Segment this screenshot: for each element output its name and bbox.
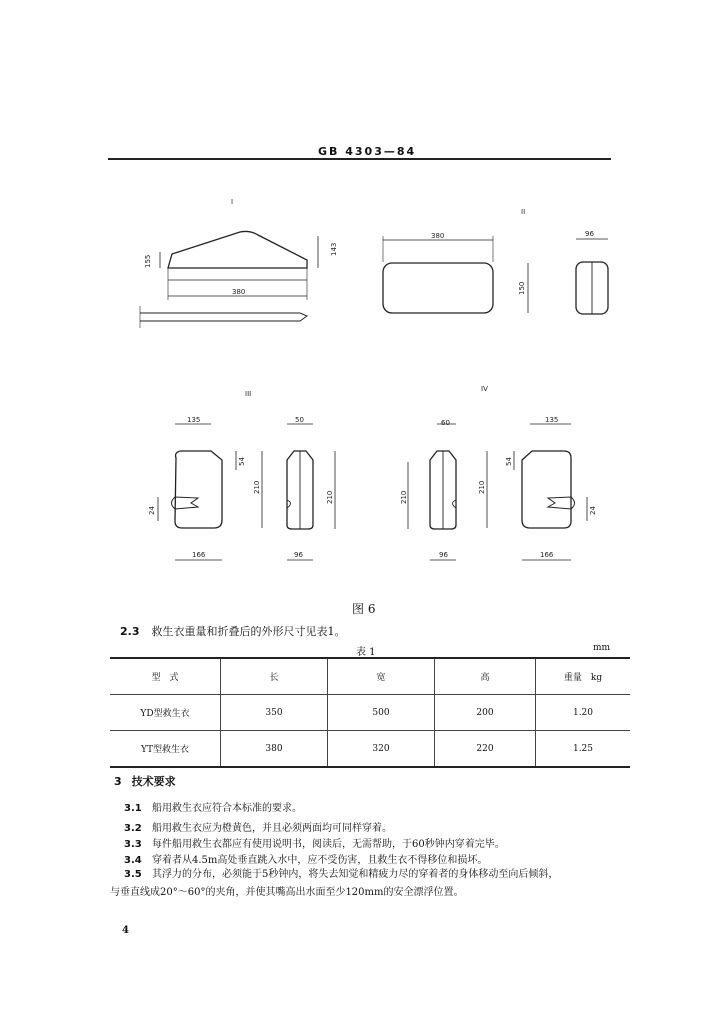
spec-table (110, 657, 630, 768)
dim-II-150: 150 (518, 281, 526, 295)
requirement-3-5 (124, 868, 558, 882)
dim-IV-166: 166 (540, 551, 554, 559)
requirement-number: 3.2 (124, 823, 142, 834)
dim-I-380: 380 (232, 288, 246, 296)
table-header-cell: 高 (435, 658, 536, 695)
table-cell: 500 (328, 695, 435, 731)
dim-IV-54: 54 (505, 457, 513, 466)
requirement-3-3 (124, 838, 505, 852)
view-IV-drawing (400, 416, 597, 560)
dim-III-210b: 210 (326, 490, 334, 504)
dim-IV-24: 24 (589, 506, 597, 515)
table-header-cell: 长 (221, 658, 328, 695)
table-cell: 1.20 (536, 695, 631, 731)
page-header-code: GB 4303—84 (318, 145, 417, 158)
view-II-drawing (383, 230, 608, 314)
table-cell: 380 (221, 731, 328, 768)
section-2-3 (120, 623, 346, 639)
dim-II-380: 380 (431, 232, 445, 240)
dim-III-166: 166 (192, 551, 206, 559)
section-3-number: 3 (114, 775, 122, 788)
requirement-text: 其浮力的分布，必须能于5秒钟内，将失去知觉和精疲力尽的穿着者的身体移动至向后倾斜， (152, 869, 559, 880)
section-2-3-number: 2.3 (120, 625, 140, 638)
dim-III-24: 24 (148, 506, 156, 515)
requirement-number: 3.4 (124, 855, 142, 866)
table-header-cell: 型 式 (110, 658, 221, 695)
table-cell: 200 (435, 695, 536, 731)
dim-IV-210b: 210 (478, 480, 486, 494)
view-III-drawing (148, 416, 335, 560)
table-cell: YD型救生衣 (110, 695, 221, 731)
requirement-text: 船用救生衣应为橙黄色，并且必须两面均可同样穿着。 (152, 823, 392, 834)
view-I-drawing (140, 231, 338, 328)
dim-I-155: 155 (144, 254, 152, 268)
dim-III-135: 135 (187, 416, 201, 424)
dim-III-54: 54 (238, 457, 246, 466)
requirement-3-5-continuation: 与垂直线成20°～60°的夹角，并使其嘴高出水面至少120mm的安全漂浮位置。 (110, 887, 464, 898)
requirement-text: 船用救生衣应符合本标准的要求。 (152, 803, 302, 814)
view-label-I: I (231, 198, 234, 206)
requirement-text: 穿着者从4.5m高处垂直跳入水中，应不受伤害，且救生衣不得移位和损坏。 (152, 855, 488, 866)
table-cell: 350 (221, 695, 328, 731)
table-header-row (110, 658, 630, 695)
requirement-3-2 (124, 822, 392, 836)
view-label-IV: IV (481, 385, 488, 393)
view-label-II: II (521, 208, 526, 216)
table-cell: YT型救生衣 (110, 731, 221, 768)
requirement-3-4 (124, 854, 487, 868)
table-cell: 220 (435, 731, 536, 768)
dim-III-96: 96 (294, 551, 303, 559)
requirement-3-1 (124, 802, 302, 816)
dim-IV-210a: 210 (400, 490, 408, 504)
requirement-number: 3.5 (124, 869, 142, 880)
section-3-title: 技术要求 (131, 775, 176, 788)
section-3-heading (114, 773, 176, 789)
table-header-cell: 重量 kg (536, 658, 631, 695)
requirement-text: 每件船用救生衣都应有使用说明书，阅读后，无需帮助，于60秒钟内穿着完毕。 (152, 839, 505, 850)
dim-IV-135: 135 (545, 416, 559, 424)
dim-III-50: 50 (295, 416, 304, 424)
table-row (110, 731, 630, 768)
dim-II-96: 96 (585, 230, 594, 238)
section-2-3-text: 救生衣重量和折叠后的外形尺寸见表1。 (151, 625, 346, 638)
requirement-number: 3.1 (124, 803, 142, 814)
table-cell: 320 (328, 731, 435, 768)
figure-caption: 图 6 (352, 602, 376, 616)
dim-IV-96: 96 (439, 551, 448, 559)
dim-III-210a: 210 (253, 480, 261, 494)
dim-IV-60: 60 (441, 419, 450, 427)
page-number: 4 (122, 925, 129, 936)
view-label-III: III (245, 390, 252, 398)
table-unit: mm (593, 643, 611, 653)
table-row (110, 695, 630, 731)
requirement-number: 3.3 (124, 839, 142, 850)
table-caption: 表 1 (356, 647, 376, 658)
table-header-cell: 宽 (328, 658, 435, 695)
dim-I-143: 143 (330, 242, 338, 256)
table-cell: 1.25 (536, 731, 631, 768)
